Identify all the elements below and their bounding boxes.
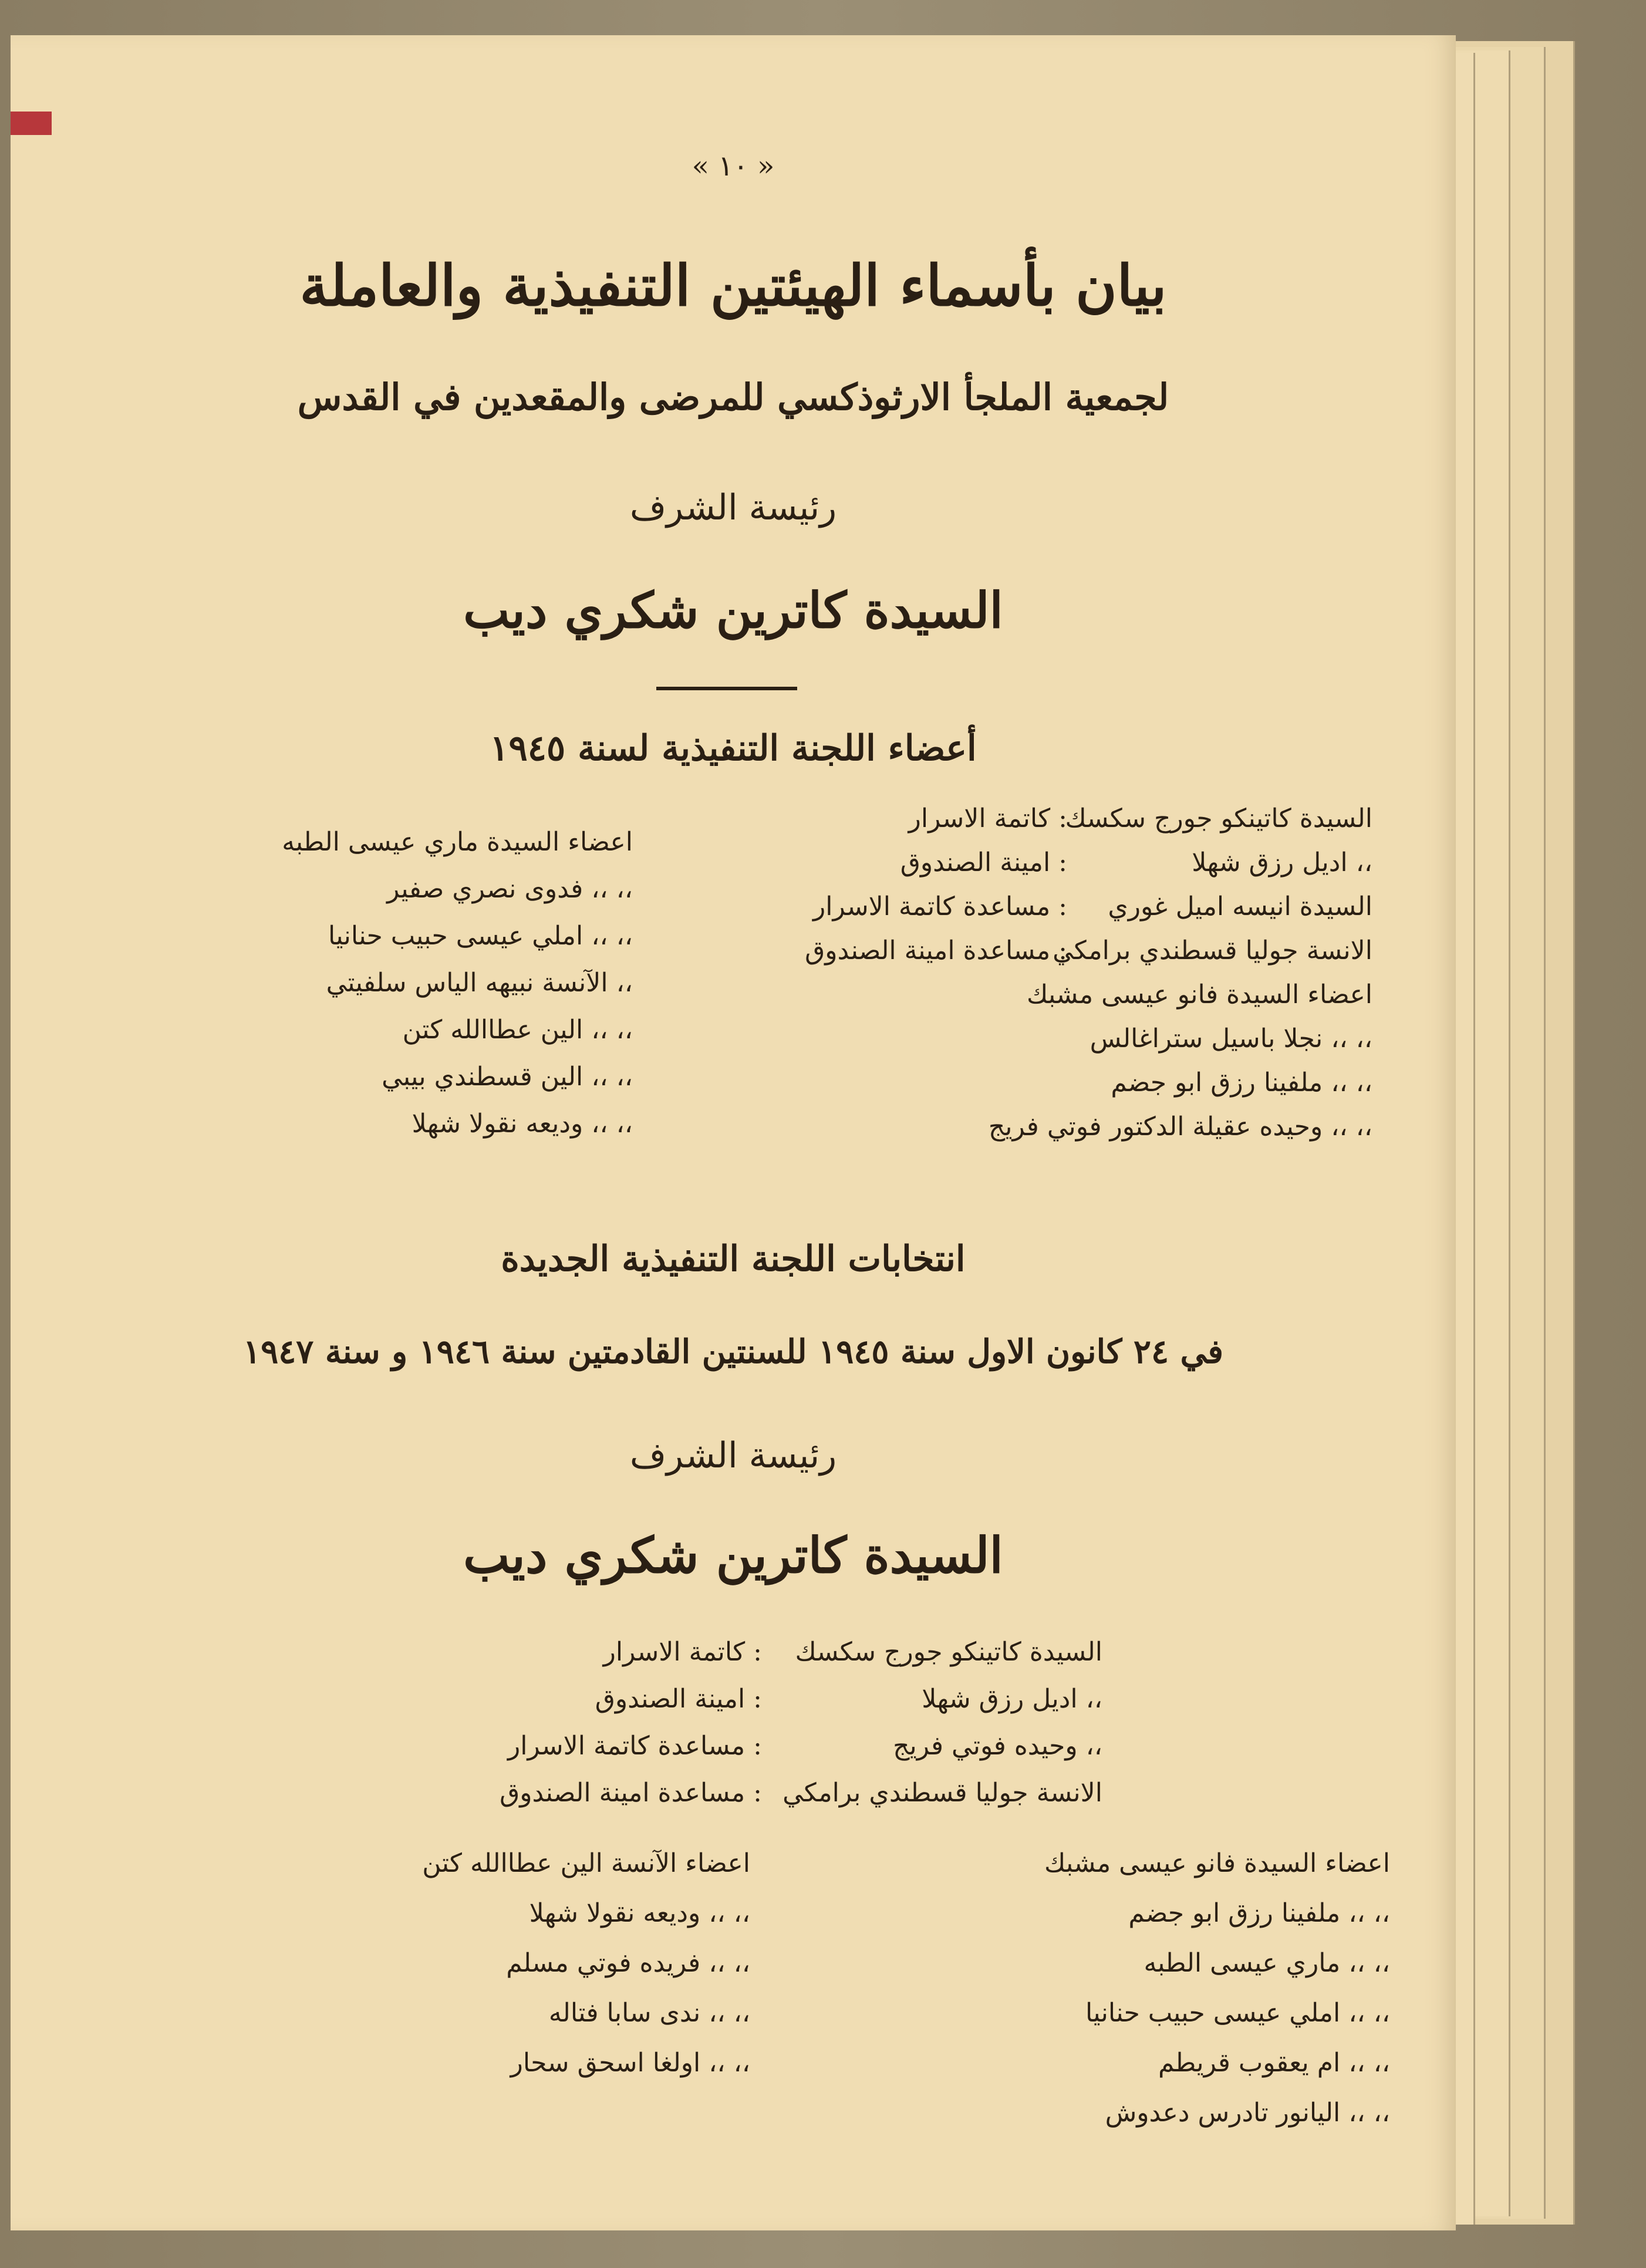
officer-role: : كاتمة الاسرار: [908, 804, 1067, 833]
officer-name: الانسة جوليا قسطندي برامكي: [782, 1778, 1102, 1808]
officer-name: ،، اديل رزق شهلا: [1192, 848, 1372, 878]
officer-row: [715, 886, 1372, 927]
section1-members-right: [715, 974, 1372, 1162]
officer-role: : مساعدة كاتمة الاسرار: [813, 892, 1067, 922]
officer-role: : امينة الصندوق: [900, 848, 1067, 878]
member-row: اعضاء الآنسة الين عطاالله كتن: [422, 1848, 750, 1878]
officer-role: : مساعدة كاتمة الاسرار: [508, 1731, 762, 1761]
officer-row: [715, 842, 1372, 883]
member-row: ،، ،، وديعه نقولا شهلا: [412, 1109, 633, 1139]
honor-president-label: رئيسة الشرف: [629, 1435, 837, 1476]
officer-name: ،، وحيده فوتي فريج: [893, 1731, 1102, 1761]
officer-row: [445, 1679, 1102, 1720]
member-row: اعضاء السيدة فانو عيسى مشبك: [1026, 980, 1372, 1010]
page-number: « ١٠ »: [692, 150, 775, 183]
member-row: ،، ،، فريده فوتي مسلم: [506, 1948, 750, 1978]
member-row: ،، ،، الين عطاالله كتن: [402, 1015, 633, 1045]
member-row: ،، ،، ندى سابا فتاله: [548, 1998, 750, 2028]
officer-name: ،، اديل رزق شهلا: [922, 1684, 1102, 1714]
member-row: ،، ،، وديعه نقولا شهلا: [529, 1898, 750, 1928]
section2-officers: [445, 1632, 1102, 1808]
member-row: ،، ،، املي عيسى حبيب حنانيا: [1085, 1998, 1390, 2028]
officer-role: : امينة الصندوق: [595, 1684, 762, 1714]
officer-row: [445, 1773, 1102, 1814]
officer-row: [715, 798, 1372, 839]
library-tab-sticker: [11, 112, 52, 135]
officer-name: السيدة انيسه اميل غوري: [1108, 892, 1372, 922]
section2-members-right: [891, 1843, 1390, 2137]
member-row: ،، ،، ماري عيسى الطبه: [1144, 1948, 1390, 1978]
officer-role: : مساعدة امينة الصندوق: [805, 936, 1067, 966]
section2-date: في ٢٤ كانون الاول سنة ١٩٤٥ للسنتين القادمتين سنة ١٩٤٦ و سنة ١٩٤٧: [243, 1332, 1223, 1371]
page-title: بيان بأسماء الهيئتين التنفيذية والعاملة: [299, 252, 1167, 319]
member-row: ،، ،، ملفينا رزق ابو جضم: [1111, 1068, 1372, 1098]
member-row: ،، ،، املي عيسى حبيب حنانيا: [328, 921, 633, 951]
page-subtitle: لجمعية الملجأ الارثوذكسي للمرضى والمقعدين في القدس: [297, 376, 1169, 419]
member-row: ،، الآنسة نبيهه الياس سلفيتي: [326, 968, 633, 998]
member-row: ،، ،، الين قسطندي بيبي: [382, 1062, 633, 1092]
section1-officers: [715, 798, 1372, 974]
officer-name: السيدة كاتينكو جورج سكسك: [795, 1637, 1102, 1667]
officer-name: السيدة كاتينكو جورج سكسك: [1065, 804, 1372, 833]
section1-title: أعضاء اللجنة التنفيذية لسنة ١٩٤٥: [490, 728, 977, 769]
honor-president-name: السيدة كاترين شكري ديب: [463, 1526, 1003, 1584]
officer-name: الانسة جوليا قسطندي برامكي: [1053, 936, 1372, 966]
member-row: ،، ،، اولغا اسحق سحار: [510, 2048, 750, 2078]
officer-role: : كاتمة الاسرار: [603, 1637, 762, 1667]
member-row: اعضاء السيدة ماري عيسى الطبه: [282, 827, 633, 857]
member-row: اعضاء السيدة فانو عيسى مشبك: [1044, 1848, 1390, 1878]
officer-row: [445, 1726, 1102, 1767]
honor-president-name: السيدة كاترين شكري ديب: [463, 581, 1003, 639]
section2-members-left: [339, 1843, 750, 2090]
member-row: ،، ،، نجلا باسيل ستراغالس: [1090, 1024, 1372, 1054]
member-row: ،، ،، وحيده عقيلة الدكتور فوتي فريج: [988, 1112, 1372, 1142]
document-page: [11, 35, 1456, 2230]
section1-members-left: [187, 822, 633, 1150]
officer-role: : مساعدة امينة الصندوق: [500, 1778, 762, 1808]
section2-title: انتخابات اللجنة التنفيذية الجديدة: [501, 1238, 966, 1280]
officer-row: [715, 930, 1372, 971]
member-row: ،، ،، ام يعقوب قريطم: [1158, 2048, 1390, 2078]
member-row: ،، ،، ملفينا رزق ابو جضم: [1128, 1898, 1390, 1928]
divider-rule: [656, 687, 797, 690]
member-row: ،، ،، اليانور تادرس دعدوش: [1105, 2098, 1390, 2128]
officer-row: [445, 1632, 1102, 1673]
member-row: ،، ،، فدوى نصري صفير: [387, 874, 633, 904]
honor-president-label: رئيسة الشرف: [629, 487, 837, 528]
